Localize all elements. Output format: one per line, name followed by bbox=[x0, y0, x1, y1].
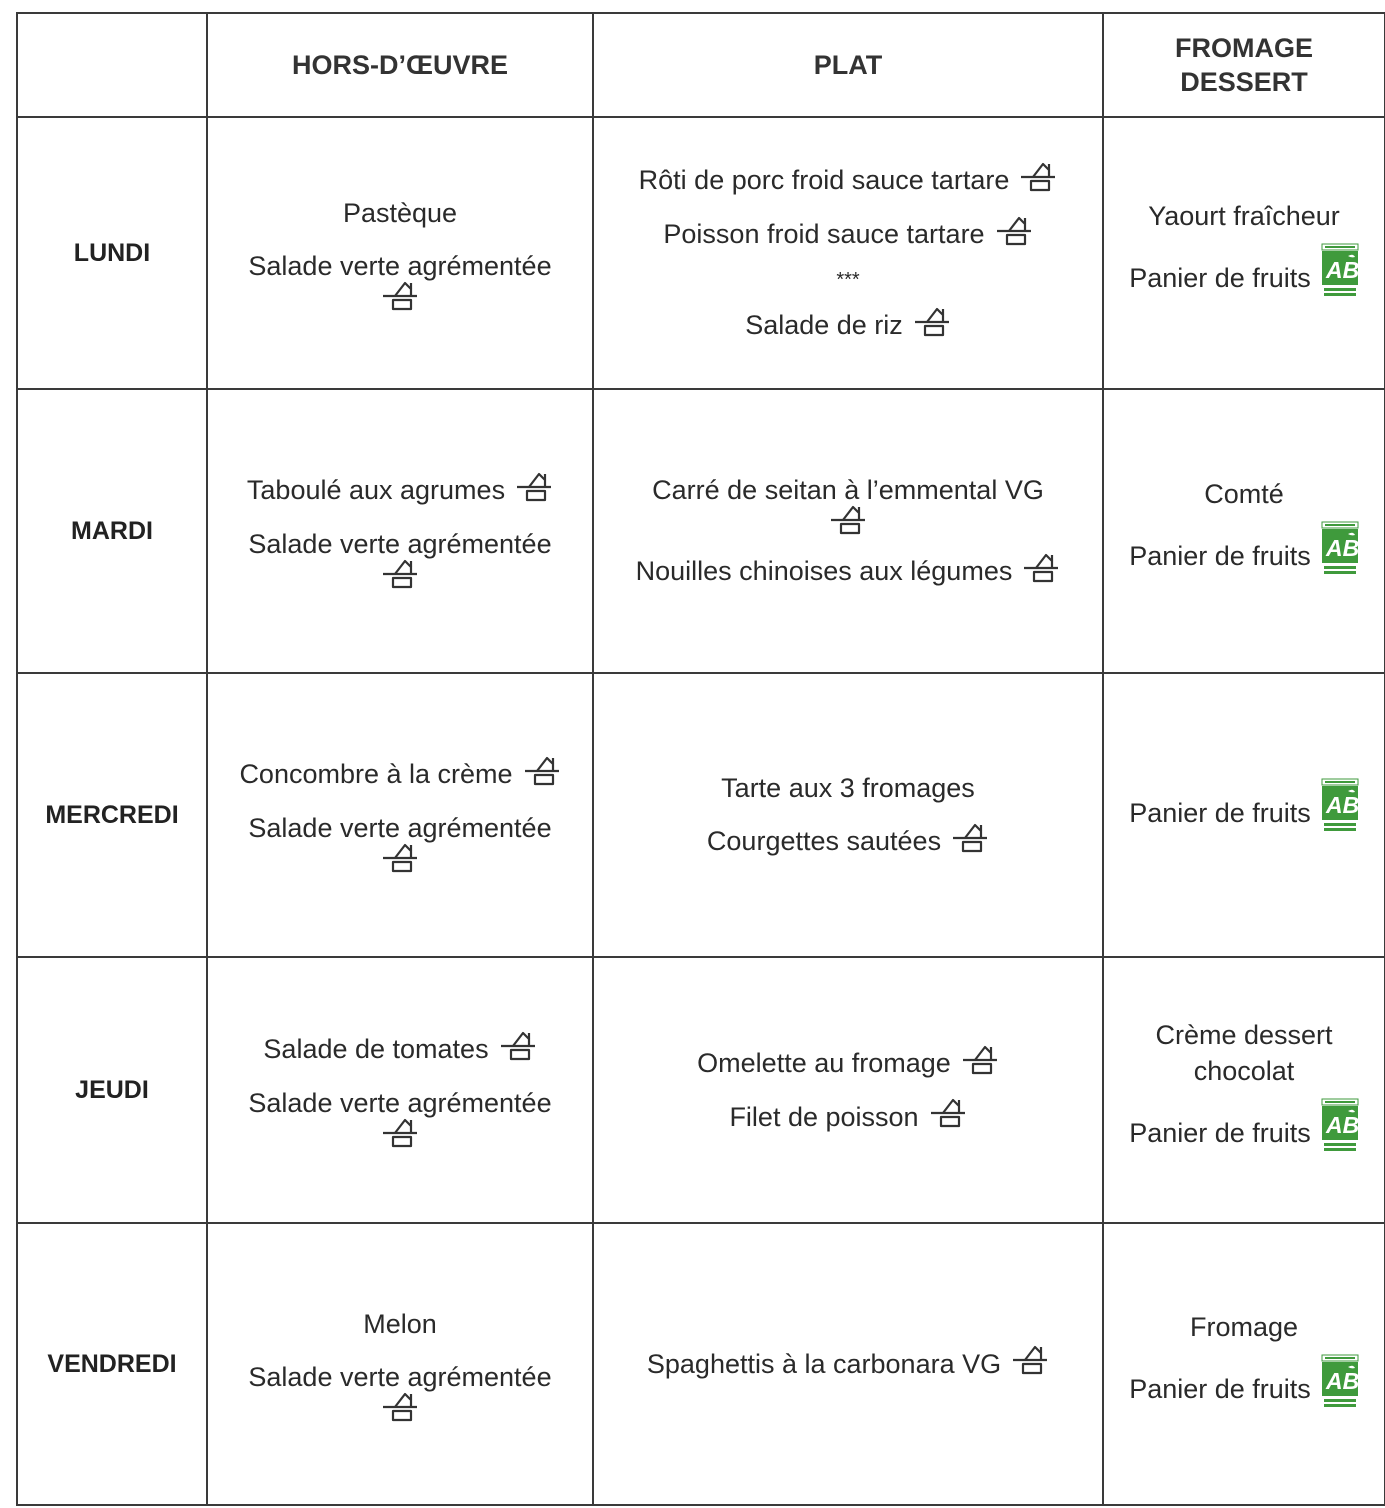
starter-cell bbox=[207, 117, 593, 389]
main-course-cell bbox=[593, 117, 1103, 389]
svg-text:AB: AB bbox=[1325, 534, 1359, 561]
homemade-house-icon bbox=[1011, 1342, 1049, 1376]
dessert-cell bbox=[1103, 673, 1385, 957]
header-starter: HORS-D’ŒUVRE bbox=[207, 13, 593, 117]
menu-row-lundi bbox=[17, 117, 1385, 389]
homemade-house-icon bbox=[913, 304, 951, 338]
dessert-item bbox=[1114, 198, 1374, 234]
main-course-item-label: Rôti de porc froid sauce tartare bbox=[638, 165, 1010, 196]
svg-text:AB: AB bbox=[1325, 1367, 1359, 1394]
starter-cell bbox=[207, 389, 593, 673]
main-course-item bbox=[604, 216, 1092, 253]
day-label: MARDI bbox=[17, 389, 207, 673]
main-course-cell bbox=[593, 673, 1103, 957]
day-label: VENDREDI bbox=[17, 1223, 207, 1505]
main-course-cell bbox=[593, 389, 1103, 673]
main-course-item bbox=[604, 162, 1092, 199]
main-course-item-label: Salade de riz bbox=[745, 309, 903, 340]
dessert-item-label: Panier de fruits bbox=[1129, 798, 1311, 829]
dessert-item bbox=[1114, 529, 1374, 587]
homemade-house-icon bbox=[515, 469, 553, 503]
starter-item-label: Salade verte agrémentée bbox=[248, 1361, 552, 1392]
homemade-house-icon bbox=[523, 753, 561, 787]
homemade-house-icon bbox=[951, 820, 989, 854]
main-course-item bbox=[604, 770, 1092, 806]
main-course-item bbox=[604, 1045, 1092, 1082]
starter-item-label: Salade de tomates bbox=[263, 1034, 489, 1065]
starter-cell bbox=[207, 1223, 593, 1505]
ab-organic-label-icon bbox=[1321, 521, 1359, 579]
starter-item-label: Concombre à la crème bbox=[239, 759, 513, 790]
main-course-item-label: Courgettes sautées bbox=[706, 826, 942, 857]
header-dessert-label: DESSERT bbox=[1180, 67, 1308, 97]
homemade-house-icon bbox=[1022, 550, 1060, 584]
homemade-house-icon bbox=[381, 840, 419, 874]
starter-item-label: Salade verte agrémentée bbox=[248, 1087, 552, 1118]
starter-item bbox=[218, 1359, 582, 1423]
dessert-item bbox=[1114, 1017, 1374, 1089]
starter-item bbox=[218, 195, 582, 231]
main-course-item-label: Filet de poisson bbox=[729, 1101, 919, 1132]
ab-organic-label-icon bbox=[1321, 243, 1359, 301]
main-course-item bbox=[604, 823, 1092, 860]
main-course-item-label: Carré de seitan à l’emmental VG bbox=[652, 475, 1044, 506]
homemade-house-icon bbox=[499, 1028, 537, 1062]
svg-text:AB: AB bbox=[1325, 256, 1359, 283]
dessert-item bbox=[1114, 1362, 1374, 1420]
homemade-house-icon bbox=[381, 1389, 419, 1423]
dessert-cell bbox=[1103, 957, 1385, 1223]
main-course-item-label: Tarte aux 3 fromages bbox=[721, 773, 975, 804]
dessert-cell bbox=[1103, 117, 1385, 389]
starter-item-label: Taboulé aux agrumes bbox=[246, 475, 506, 506]
homemade-house-icon bbox=[995, 213, 1033, 247]
homemade-house-icon bbox=[961, 1042, 999, 1076]
main-course-item bbox=[604, 472, 1092, 536]
dessert-item bbox=[1114, 251, 1374, 309]
dessert-item-label: Yaourt fraîcheur bbox=[1148, 200, 1340, 231]
ab-organic-label-icon bbox=[1321, 1098, 1359, 1156]
starter-item bbox=[218, 248, 582, 312]
main-course-item bbox=[604, 1346, 1092, 1383]
dessert-item-label: Panier de fruits bbox=[1129, 262, 1311, 293]
homemade-house-icon bbox=[1019, 159, 1057, 193]
svg-text:AB: AB bbox=[1325, 792, 1359, 818]
day-label: MERCREDI bbox=[17, 673, 207, 957]
dessert-cell bbox=[1103, 389, 1385, 673]
homemade-house-icon bbox=[929, 1095, 967, 1129]
main-course-item-label: Poisson froid sauce tartare bbox=[663, 219, 985, 250]
dessert-cell bbox=[1103, 1223, 1385, 1505]
main-course-item-label: *** bbox=[836, 268, 860, 291]
dessert-item bbox=[1114, 476, 1374, 512]
dessert-item bbox=[1114, 1106, 1374, 1164]
starter-item-label: Salade verte agrémentée bbox=[248, 528, 552, 559]
starter-item bbox=[218, 472, 582, 509]
header-row bbox=[17, 13, 1385, 117]
main-course-item-label: Omelette au fromage bbox=[697, 1047, 951, 1078]
starter-item-label: Salade verte agrémentée bbox=[248, 812, 552, 843]
ab-organic-label-icon bbox=[1321, 778, 1359, 836]
header-main-course: PLAT bbox=[593, 13, 1103, 117]
homemade-house-icon bbox=[381, 278, 419, 312]
main-course-item bbox=[604, 270, 1092, 290]
starter-cell bbox=[207, 673, 593, 957]
dessert-item bbox=[1114, 786, 1374, 844]
starter-cell bbox=[207, 957, 593, 1223]
ab-organic-label-icon bbox=[1321, 1354, 1359, 1412]
starter-item bbox=[218, 1306, 582, 1342]
dessert-item-label: Panier de fruits bbox=[1129, 1373, 1311, 1404]
menu-row-mardi bbox=[17, 389, 1385, 673]
dessert-item-label: Fromage bbox=[1189, 1311, 1299, 1342]
dessert-item bbox=[1114, 1309, 1374, 1345]
starter-item bbox=[218, 1085, 582, 1149]
menu-row-jeudi bbox=[17, 957, 1385, 1223]
weekly-menu-table bbox=[16, 12, 1385, 1506]
dessert-item-label: Comté bbox=[1204, 478, 1284, 509]
main-course-item bbox=[604, 553, 1092, 590]
starter-item-label: Salade verte agrémentée bbox=[248, 250, 552, 281]
starter-item-label: Pastèque bbox=[342, 197, 458, 228]
main-course-item bbox=[604, 1099, 1092, 1136]
homemade-house-icon bbox=[381, 1115, 419, 1149]
main-course-cell bbox=[593, 1223, 1103, 1505]
main-course-cell bbox=[593, 957, 1103, 1223]
starter-item bbox=[218, 1031, 582, 1068]
main-course-item-label: Spaghettis à la carbonara VG bbox=[646, 1348, 1002, 1379]
header-cheese-label: FROMAGE bbox=[1175, 33, 1313, 63]
main-course-item-label: Nouilles chinoises aux légumes bbox=[635, 556, 1013, 587]
menu-body bbox=[17, 117, 1385, 1505]
menu-row-vendredi bbox=[17, 1223, 1385, 1505]
header-cheese-dessert bbox=[1103, 13, 1385, 117]
starter-item bbox=[218, 526, 582, 590]
starter-item bbox=[218, 756, 582, 793]
main-course-item bbox=[604, 307, 1092, 344]
day-label: LUNDI bbox=[17, 117, 207, 389]
header-corner-cell bbox=[17, 13, 207, 117]
homemade-house-icon bbox=[829, 502, 867, 536]
homemade-house-icon bbox=[381, 556, 419, 590]
menu-row-mercredi bbox=[17, 673, 1385, 957]
starter-item bbox=[218, 810, 582, 874]
day-label: JEUDI bbox=[17, 957, 207, 1223]
dessert-item-label: Crème dessert chocolat bbox=[1155, 1019, 1333, 1086]
starter-item-label: Melon bbox=[363, 1308, 437, 1339]
dessert-item-label: Panier de fruits bbox=[1129, 1117, 1311, 1148]
svg-text:AB: AB bbox=[1325, 1111, 1359, 1138]
dessert-item-label: Panier de fruits bbox=[1129, 540, 1311, 571]
